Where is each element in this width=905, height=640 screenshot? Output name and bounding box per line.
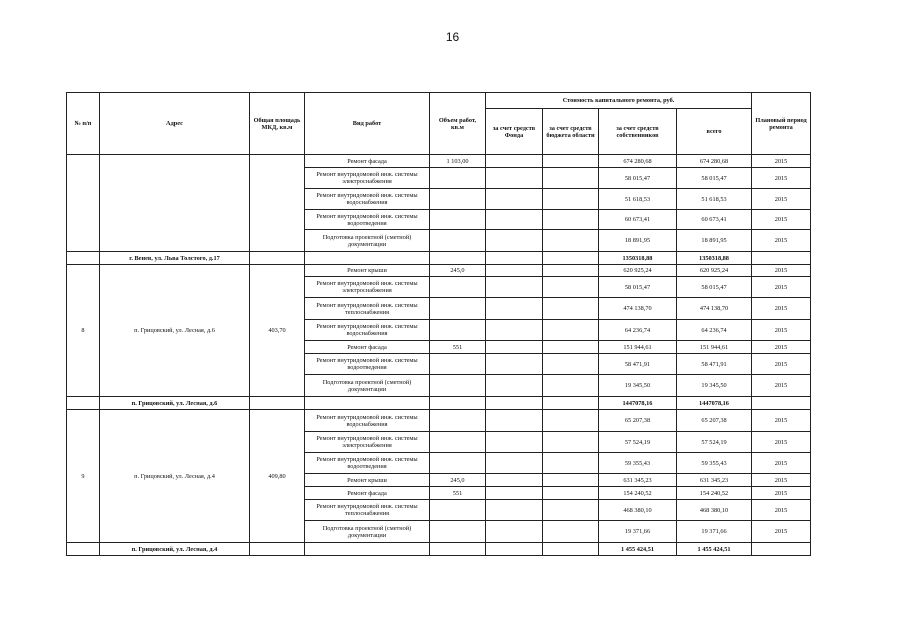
- total-cell: 19 371,66: [677, 521, 752, 543]
- own-cell: 620 925,24: [599, 265, 677, 277]
- subtotal-year: [752, 543, 811, 556]
- total-cell: 620 925,24: [677, 265, 752, 277]
- year-cell: 2015: [752, 298, 811, 320]
- own-cell: 64 236,74: [599, 320, 677, 341]
- subtotal-area: [250, 543, 305, 556]
- subtotal-own: 1350318,88: [599, 252, 677, 265]
- table-body: [67, 155, 811, 556]
- work-cell: Ремонт внутридомовой инж. системы водоотведения: [305, 354, 430, 375]
- volume-cell: [430, 432, 486, 453]
- subtotal-work: [305, 543, 430, 556]
- year-cell: 2015: [752, 210, 811, 230]
- year-cell: 2015: [752, 521, 811, 543]
- volume-cell: [430, 168, 486, 189]
- year-cell: 2015: [752, 453, 811, 474]
- year-cell: 2015: [752, 354, 811, 375]
- address-cell: п. Грицовский, ул. Лесная, д.4: [100, 410, 250, 543]
- year-cell: 2015: [752, 189, 811, 210]
- address-cell: [100, 155, 250, 252]
- subtotal-row: [67, 252, 811, 265]
- year-cell: 2015: [752, 277, 811, 298]
- budget-cell: [543, 155, 599, 168]
- header-budget: за счет средств бюджета области: [543, 109, 599, 155]
- work-cell: Ремонт внутридомовой инж. системы электроснабжения: [305, 168, 430, 189]
- row-number: 8: [67, 265, 100, 397]
- subtotal-own: 1447078,16: [599, 397, 677, 410]
- own-cell: 151 944,61: [599, 341, 677, 354]
- fund-cell: [486, 265, 543, 277]
- total-cell: 58 015,47: [677, 168, 752, 189]
- work-cell: Ремонт внутридомовой инж. системы электроснабжения: [305, 277, 430, 298]
- budget-cell: [543, 298, 599, 320]
- total-cell: 19 345,50: [677, 375, 752, 397]
- volume-cell: 551: [430, 487, 486, 500]
- fund-cell: [486, 320, 543, 341]
- fund-cell: [486, 500, 543, 521]
- budget-cell: [543, 453, 599, 474]
- own-cell: 60 673,41: [599, 210, 677, 230]
- own-cell: 65 207,38: [599, 410, 677, 432]
- subtotal-label: г. Венев, ул. Льва Толстого, д.17: [100, 252, 250, 265]
- header-fund: за счет средств Фонда: [486, 109, 543, 155]
- work-cell: Подготовка проектной (сметной) документации: [305, 230, 430, 252]
- work-cell: Ремонт фасада: [305, 155, 430, 168]
- header-area: Общая площадь МКД, кв.м: [250, 93, 305, 155]
- volume-cell: [430, 210, 486, 230]
- header-num: № п/п: [67, 93, 100, 155]
- work-cell: Ремонт внутридомовой инж. системы водоснабжения: [305, 189, 430, 210]
- volume-cell: [430, 410, 486, 432]
- budget-cell: [543, 474, 599, 487]
- budget-cell: [543, 265, 599, 277]
- subtotal-area: [250, 252, 305, 265]
- table-row: [67, 155, 811, 168]
- subtotal-fund: [486, 397, 543, 410]
- fund-cell: [486, 487, 543, 500]
- total-cell: 64 236,74: [677, 320, 752, 341]
- volume-cell: [430, 277, 486, 298]
- year-cell: 2015: [752, 375, 811, 397]
- volume-cell: 1 103,00: [430, 155, 486, 168]
- subtotal-budget: [543, 252, 599, 265]
- fund-cell: [486, 410, 543, 432]
- subtotal-fund: [486, 543, 543, 556]
- volume-cell: [430, 453, 486, 474]
- subtotal-row: [67, 543, 811, 556]
- year-cell: 2015: [752, 410, 811, 432]
- header-year: Плановый период ремонта: [752, 93, 811, 155]
- fund-cell: [486, 474, 543, 487]
- budget-cell: [543, 487, 599, 500]
- own-cell: 57 524,19: [599, 432, 677, 453]
- year-cell: 2015: [752, 168, 811, 189]
- volume-cell: 245,0: [430, 265, 486, 277]
- total-cell: 468 380,10: [677, 500, 752, 521]
- header-address: Адрес: [100, 93, 250, 155]
- total-cell: 51 618,53: [677, 189, 752, 210]
- budget-cell: [543, 375, 599, 397]
- header-volume: Объем работ, кв.м: [430, 93, 486, 155]
- work-cell: Ремонт крыши: [305, 474, 430, 487]
- own-cell: 154 240,52: [599, 487, 677, 500]
- fund-cell: [486, 341, 543, 354]
- year-cell: 2015: [752, 474, 811, 487]
- volume-cell: [430, 521, 486, 543]
- subtotal-work: [305, 252, 430, 265]
- own-cell: 631 345,23: [599, 474, 677, 487]
- own-cell: 468 380,10: [599, 500, 677, 521]
- subtotal-num: [67, 397, 100, 410]
- fund-cell: [486, 375, 543, 397]
- subtotal-budget: [543, 397, 599, 410]
- work-cell: Ремонт внутридомовой инж. системы водоотведения: [305, 210, 430, 230]
- subtotal-total: 1350318,88: [677, 252, 752, 265]
- header-work: Вид работ: [305, 93, 430, 155]
- budget-cell: [543, 230, 599, 252]
- budget-cell: [543, 500, 599, 521]
- fund-cell: [486, 432, 543, 453]
- fund-cell: [486, 453, 543, 474]
- subtotal-volume: [430, 543, 486, 556]
- own-cell: 674 280,68: [599, 155, 677, 168]
- subtotal-budget: [543, 543, 599, 556]
- table-row: [67, 410, 811, 432]
- subtotal-year: [752, 397, 811, 410]
- total-cell: 57 524,19: [677, 432, 752, 453]
- subtotal-volume: [430, 252, 486, 265]
- subtotal-work: [305, 397, 430, 410]
- subtotal-label: п. Грицовский, ул. Лесная, д.4: [100, 543, 250, 556]
- work-cell: Ремонт крыши: [305, 265, 430, 277]
- own-cell: 19 371,66: [599, 521, 677, 543]
- area-cell: 403,70: [250, 265, 305, 397]
- budget-cell: [543, 210, 599, 230]
- work-cell: Ремонт внутридомовой инж. системы теплоснабжения: [305, 500, 430, 521]
- fund-cell: [486, 189, 543, 210]
- volume-cell: 551: [430, 341, 486, 354]
- row-number: [67, 155, 100, 252]
- total-cell: 65 207,38: [677, 410, 752, 432]
- total-cell: 154 240,52: [677, 487, 752, 500]
- subtotal-total: 1 455 424,51: [677, 543, 752, 556]
- volume-cell: 245,0: [430, 474, 486, 487]
- fund-cell: [486, 230, 543, 252]
- subtotal-year: [752, 252, 811, 265]
- subtotal-area: [250, 397, 305, 410]
- subtotal-num: [67, 252, 100, 265]
- fund-cell: [486, 210, 543, 230]
- year-cell: 2015: [752, 432, 811, 453]
- subtotal-fund: [486, 252, 543, 265]
- budget-cell: [543, 521, 599, 543]
- header-own: за счет средств собственников: [599, 109, 677, 155]
- year-cell: 2015: [752, 487, 811, 500]
- subtotal-volume: [430, 397, 486, 410]
- fund-cell: [486, 521, 543, 543]
- row-number: 9: [67, 410, 100, 543]
- fund-cell: [486, 354, 543, 375]
- volume-cell: [430, 320, 486, 341]
- budget-cell: [543, 189, 599, 210]
- own-cell: 19 345,50: [599, 375, 677, 397]
- volume-cell: [430, 189, 486, 210]
- budget-cell: [543, 354, 599, 375]
- header-total: всего: [677, 109, 752, 155]
- subtotal-total: 1447078,16: [677, 397, 752, 410]
- total-cell: 58 471,91: [677, 354, 752, 375]
- work-cell: Ремонт внутридомовой инж. системы электроснабжения: [305, 432, 430, 453]
- fund-cell: [486, 155, 543, 168]
- area-cell: [250, 155, 305, 252]
- fund-cell: [486, 277, 543, 298]
- volume-cell: [430, 298, 486, 320]
- year-cell: 2015: [752, 230, 811, 252]
- table-row: [67, 265, 811, 277]
- total-cell: 674 280,68: [677, 155, 752, 168]
- own-cell: 58 015,47: [599, 277, 677, 298]
- year-cell: 2015: [752, 341, 811, 354]
- work-cell: Ремонт внутридомовой инж. системы теплоснабжения: [305, 298, 430, 320]
- header-cost-group: Стоимость капитального ремонта, руб.: [486, 93, 752, 109]
- own-cell: 58 015,47: [599, 168, 677, 189]
- year-cell: 2015: [752, 265, 811, 277]
- own-cell: 58 471,91: [599, 354, 677, 375]
- budget-cell: [543, 320, 599, 341]
- own-cell: 18 891,95: [599, 230, 677, 252]
- budget-cell: [543, 410, 599, 432]
- subtotal-row: [67, 397, 811, 410]
- subtotal-own: 1 455 424,51: [599, 543, 677, 556]
- area-cell: 409,80: [250, 410, 305, 543]
- work-cell: Ремонт фасада: [305, 341, 430, 354]
- page-number: 16: [445, 30, 460, 44]
- work-cell: Ремонт внутридомовой инж. системы водоснабжения: [305, 320, 430, 341]
- total-cell: 58 015,47: [677, 277, 752, 298]
- own-cell: 51 618,53: [599, 189, 677, 210]
- year-cell: 2015: [752, 155, 811, 168]
- volume-cell: [430, 230, 486, 252]
- own-cell: 59 355,43: [599, 453, 677, 474]
- fund-cell: [486, 298, 543, 320]
- work-cell: Ремонт внутридомовой инж. системы водоотведения: [305, 453, 430, 474]
- total-cell: 60 673,41: [677, 210, 752, 230]
- subtotal-num: [67, 543, 100, 556]
- total-cell: 151 944,61: [677, 341, 752, 354]
- work-cell: Подготовка проектной (сметной) документации: [305, 521, 430, 543]
- year-cell: 2015: [752, 320, 811, 341]
- year-cell: 2015: [752, 500, 811, 521]
- repair-cost-table: [66, 92, 811, 556]
- address-cell: п. Грицовский, ул. Лесная, д.6: [100, 265, 250, 397]
- total-cell: 631 345,23: [677, 474, 752, 487]
- budget-cell: [543, 432, 599, 453]
- total-cell: 474 138,70: [677, 298, 752, 320]
- volume-cell: [430, 500, 486, 521]
- work-cell: Ремонт внутридомовой инж. системы водоснабжения: [305, 410, 430, 432]
- volume-cell: [430, 375, 486, 397]
- total-cell: 18 891,95: [677, 230, 752, 252]
- own-cell: 474 138,70: [599, 298, 677, 320]
- fund-cell: [486, 168, 543, 189]
- work-cell: Подготовка проектной (сметной) документации: [305, 375, 430, 397]
- volume-cell: [430, 354, 486, 375]
- subtotal-label: п. Грицовский, ул. Лесная, д.6: [100, 397, 250, 410]
- work-cell: Ремонт фасада: [305, 487, 430, 500]
- total-cell: 59 355,43: [677, 453, 752, 474]
- budget-cell: [543, 168, 599, 189]
- budget-cell: [543, 341, 599, 354]
- budget-cell: [543, 277, 599, 298]
